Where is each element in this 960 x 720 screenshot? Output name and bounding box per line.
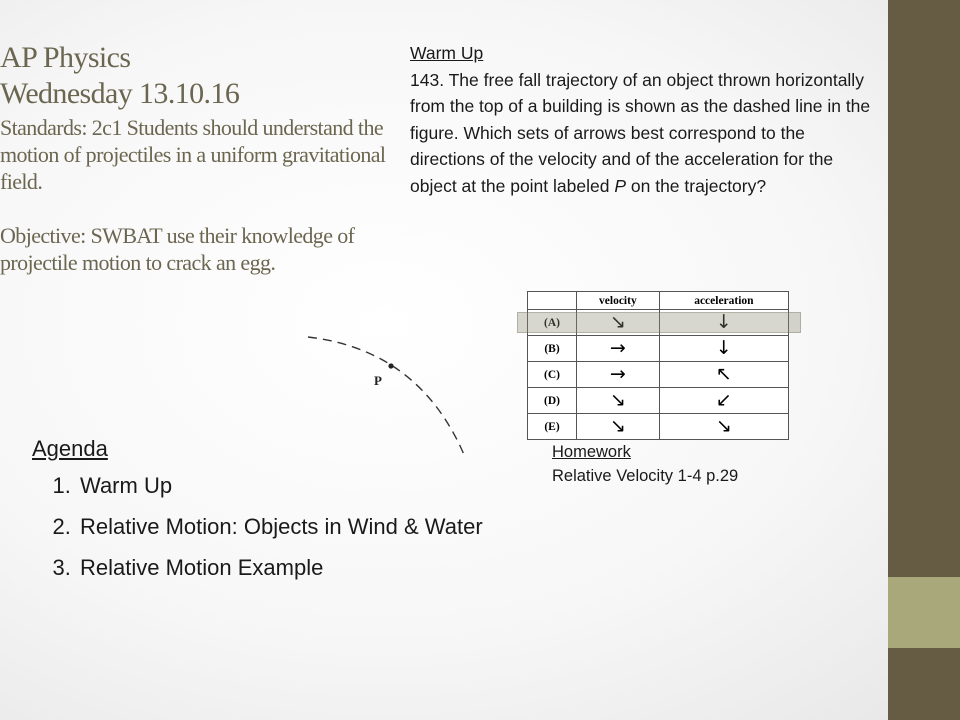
velocity-arrow-cell: [577, 336, 660, 362]
answer-table-header-row: [528, 292, 789, 310]
arrow-down-icon: ↓: [715, 311, 732, 333]
arrow-right-icon: →: [609, 337, 626, 359]
arrow-down-right-icon: ↘: [609, 389, 626, 411]
slide-title: AP Physics: [0, 41, 131, 74]
question-text-start: 143. The free fall trajectory of an object thrown horizontally from the top of a building is shown as the dashed line in the figure. Which sets of arrows best correspond to the directions of the velocity and of the acceleration for the object at the point labeled: [410, 69, 871, 196]
homework-assignment: Relative Velocity 1-4 p.29: [552, 467, 739, 485]
arrow-down-icon: ↓: [715, 337, 732, 359]
header-velocity: velocity: [577, 292, 660, 310]
arrow-down-left-icon: ↙: [715, 389, 732, 411]
arrow-right-icon: →: [609, 363, 626, 385]
table-row: [528, 414, 789, 440]
slide-date: Wednesday 13.10.16: [0, 77, 240, 110]
velocity-arrow-cell: [577, 362, 660, 388]
point-p-label: P: [374, 373, 382, 388]
acceleration-arrow-cell: [659, 336, 788, 362]
point-p-dot: [388, 363, 393, 368]
warm-up-question: [410, 67, 880, 200]
option-label: (A): [528, 310, 577, 336]
agenda-heading: Agenda: [32, 436, 108, 461]
decorative-sidebar: [888, 0, 960, 720]
table-row: [528, 336, 789, 362]
warm-up-block: [410, 40, 880, 199]
table-row: [528, 388, 789, 414]
sidebar-band-bottom: [888, 648, 960, 720]
option-label: (E): [528, 414, 577, 440]
homework-heading: Homework: [552, 443, 631, 461]
sidebar-band-middle: [888, 577, 960, 648]
acceleration-arrow-cell: [659, 362, 788, 388]
table-row: [528, 362, 789, 388]
homework-block: [552, 440, 738, 488]
arrow-down-right-icon: ↘: [609, 415, 626, 437]
option-label: (B): [528, 336, 577, 362]
list-item: 1. Warm Up: [77, 472, 522, 500]
option-label: (C): [528, 362, 577, 388]
standards-text: Standards: 2c1 Students should understand the motion of projectiles in a uniform gravitational field.: [0, 115, 386, 194]
list-item: 2. Relative Motion: Objects in Wind & Water: [77, 513, 522, 541]
sidebar-band-top: [888, 0, 960, 577]
answer-highlight-bar: [517, 312, 801, 333]
velocity-arrow-cell: [577, 388, 660, 414]
arrow-down-right-icon: ↘: [609, 311, 626, 333]
option-label: (D): [528, 388, 577, 414]
agenda-list: [32, 472, 522, 582]
objective-text: Objective: SWBAT use their knowledge of projectile motion to crack an egg.: [0, 223, 355, 275]
acceleration-arrow-cell: [659, 388, 788, 414]
arrow-up-left-icon: ↖: [715, 363, 732, 385]
warm-up-heading: Warm Up: [410, 43, 484, 63]
slide-title-block: [0, 40, 420, 276]
question-text-end: on the trajectory?: [626, 175, 767, 196]
list-item: 3. Relative Motion Example: [77, 554, 522, 582]
question-point-label: P: [614, 175, 627, 196]
header-acceleration: acceleration: [659, 292, 788, 310]
header-option: [528, 292, 577, 310]
acceleration-arrow-cell: [659, 414, 788, 440]
velocity-arrow-cell: [577, 414, 660, 440]
agenda-block: [32, 434, 522, 595]
arrow-down-right-icon: ↘: [715, 415, 732, 437]
